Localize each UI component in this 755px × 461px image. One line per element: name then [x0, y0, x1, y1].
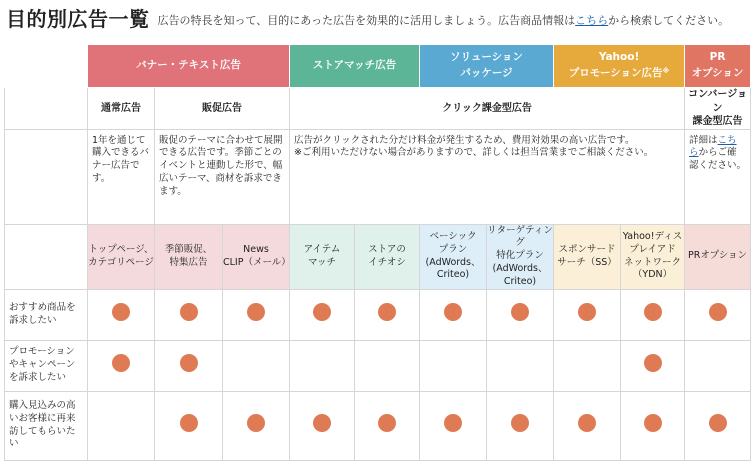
mark-cell — [621, 391, 685, 460]
product-ydn — [621, 224, 685, 289]
recommended-mark-icon — [313, 414, 331, 432]
mark-cell — [621, 289, 685, 340]
recommended-mark-icon — [247, 414, 265, 432]
product-line2: プレイアド — [629, 243, 676, 255]
category-corner — [5, 88, 88, 130]
mark-cell — [155, 340, 223, 391]
product-basic-plan — [420, 224, 487, 289]
description-click-line1: 広告がクリックされた分だけ料金が発生するため、費用対効果の高い広告です。 — [294, 134, 635, 146]
description-pr — [685, 129, 751, 224]
purpose-row — [5, 391, 751, 460]
product-line1: News — [243, 243, 269, 255]
recommended-mark-icon — [112, 303, 130, 321]
page-subtitle — [158, 12, 730, 32]
product-line2: マッチ — [307, 256, 337, 268]
description-row — [5, 129, 751, 224]
product-top-category-page — [88, 224, 155, 289]
recommended-mark-icon — [247, 303, 265, 321]
header-pr-option — [685, 45, 751, 88]
header-pr-line2: オプション — [691, 67, 744, 79]
header-solution-package — [420, 45, 554, 88]
product-line1: スポンサード — [558, 243, 616, 255]
description-regular: 1年を通じて購入できるバナー広告です。 — [88, 129, 155, 224]
product-line1: リターゲティング — [487, 224, 553, 249]
recommended-mark-icon — [709, 303, 727, 321]
mark-cell — [88, 340, 155, 391]
header-yahoo-line2: プロモーション広告 — [568, 67, 663, 79]
mark-cell — [554, 340, 621, 391]
recommended-mark-icon — [578, 414, 596, 432]
product-line1: PRオプション — [688, 250, 748, 262]
product-line1: Yahoo!ディス — [622, 230, 683, 242]
category-click: クリック課金型広告 — [290, 88, 685, 130]
product-retargeting-plan — [487, 224, 554, 289]
header-yahoo-note-mark: ※ — [662, 67, 670, 75]
category-conversion-line2: 課金型広告 — [692, 116, 743, 127]
purpose-row — [5, 289, 751, 340]
mark-cell — [554, 289, 621, 340]
recommended-mark-icon — [444, 414, 462, 432]
recommended-mark-icon — [644, 354, 662, 372]
subtitle-text-end: から検索してください。 — [608, 14, 730, 27]
product-row — [5, 224, 751, 289]
mark-cell — [223, 340, 290, 391]
recommended-mark-icon — [112, 354, 130, 372]
mark-cell — [554, 391, 621, 460]
mark-cell — [155, 289, 223, 340]
mark-cell — [355, 289, 420, 340]
product-store-pick — [355, 224, 420, 289]
recommended-mark-icon — [511, 414, 529, 432]
mark-cell — [420, 340, 487, 391]
recommended-mark-icon — [644, 414, 662, 432]
category-conversion — [685, 88, 751, 130]
header-yahoo-promotion — [554, 45, 685, 88]
category-conversion-line1: コンバージョン — [688, 89, 747, 114]
product-line1: ストアの — [368, 243, 406, 255]
mark-cell — [685, 289, 751, 340]
recommended-mark-icon — [709, 414, 727, 432]
product-line3: (AdWords、Criteo) — [492, 262, 548, 287]
mark-cell — [290, 391, 355, 460]
product-news-clip — [223, 224, 290, 289]
product-sponsored-search — [554, 224, 621, 289]
product-line1: ベーシック — [429, 230, 477, 242]
product-item-match — [290, 224, 355, 289]
header-row — [5, 45, 751, 88]
product-line1: アイテム — [303, 243, 341, 255]
header-pr-line1: PR — [709, 51, 726, 64]
recommended-mark-icon — [511, 303, 529, 321]
description-click — [290, 129, 685, 224]
product-pr-option — [685, 224, 751, 289]
recommended-mark-icon — [378, 303, 396, 321]
category-row — [5, 88, 751, 130]
mark-cell — [155, 391, 223, 460]
corner-cell — [5, 45, 88, 88]
recommended-mark-icon — [180, 414, 198, 432]
header-storematch: ストアマッチ広告 — [290, 45, 420, 88]
recommended-mark-icon — [313, 303, 331, 321]
mark-cell — [88, 289, 155, 340]
product-line1: 季節販促、 — [164, 243, 213, 255]
mark-cell — [223, 391, 290, 460]
recommended-mark-icon — [378, 414, 396, 432]
mark-cell — [290, 340, 355, 391]
product-line3: ネットワーク（YDN） — [624, 256, 682, 281]
header-yahoo-line1: Yahoo! — [598, 51, 640, 64]
purpose-label: プロモーションやキャンペーンを訴求したい — [5, 340, 88, 391]
product-seasonal-promo — [155, 224, 223, 289]
mark-cell — [685, 391, 751, 460]
ad-comparison-table — [4, 44, 751, 461]
product-line2: 特集広告 — [169, 256, 208, 268]
product-line3: (AdWords、Criteo) — [425, 256, 481, 281]
product-line2: サーチ（SS） — [557, 256, 617, 268]
mark-cell — [487, 391, 554, 460]
header-banner-text: バナー・テキスト広告 — [88, 45, 290, 88]
description-sales: 販促のテーマに合わせて展開できる広告です。季節ごとのイベントと連動した形で、幅広いテーマ、商材を訴求できます。 — [155, 129, 290, 224]
product-line2: イチオシ — [368, 256, 406, 268]
product-line1: トップページ、 — [88, 243, 154, 255]
purpose-row — [5, 340, 751, 391]
product-corner — [5, 224, 88, 289]
description-corner — [5, 129, 88, 224]
title-row — [6, 2, 729, 32]
category-sales: 販促広告 — [155, 88, 290, 130]
mark-cell — [355, 340, 420, 391]
category-regular: 通常広告 — [88, 88, 155, 130]
pr-details-link[interactable]: こちら — [689, 134, 737, 159]
mark-cell — [621, 340, 685, 391]
mark-cell — [355, 391, 420, 460]
purpose-label: おすすめ商品を訴求したい — [5, 289, 88, 340]
search-link[interactable]: こちら — [575, 14, 609, 27]
product-line2: カテゴリページ — [88, 256, 154, 268]
mark-cell — [88, 391, 155, 460]
purpose-label: 購入見込みの高いお客様に再来訪してもらいたい — [5, 391, 88, 460]
subtitle-text: 広告の特長を知って、目的にあった広告を効果的に活用しましょう。広告商品情報は — [157, 14, 576, 27]
description-click-line2: ※ご利用いただけない場合がありますので、詳しくは担当営業までご相談ください。 — [294, 147, 654, 159]
mark-cell — [420, 391, 487, 460]
description-pr-text: 詳細は — [689, 134, 718, 146]
product-line2: 特化プラン — [496, 250, 544, 262]
product-line2: CLIP（メール） — [223, 256, 291, 268]
mark-cell — [487, 289, 554, 340]
recommended-mark-icon — [180, 303, 198, 321]
header-solution-line1: ソリューション — [450, 51, 523, 64]
recommended-mark-icon — [180, 354, 198, 372]
description-pr-text-end: からご確認ください。 — [689, 147, 747, 172]
recommended-mark-icon — [644, 303, 662, 321]
mark-cell — [223, 289, 290, 340]
mark-cell — [290, 289, 355, 340]
recommended-mark-icon — [578, 303, 596, 321]
recommended-mark-icon — [444, 303, 462, 321]
header-solution-line2: パッケージ — [460, 67, 513, 79]
product-line2: プラン — [438, 243, 468, 255]
page-title: 目的別広告一覧 — [6, 7, 150, 31]
mark-cell — [420, 289, 487, 340]
mark-cell — [487, 340, 554, 391]
mark-cell — [685, 340, 751, 391]
